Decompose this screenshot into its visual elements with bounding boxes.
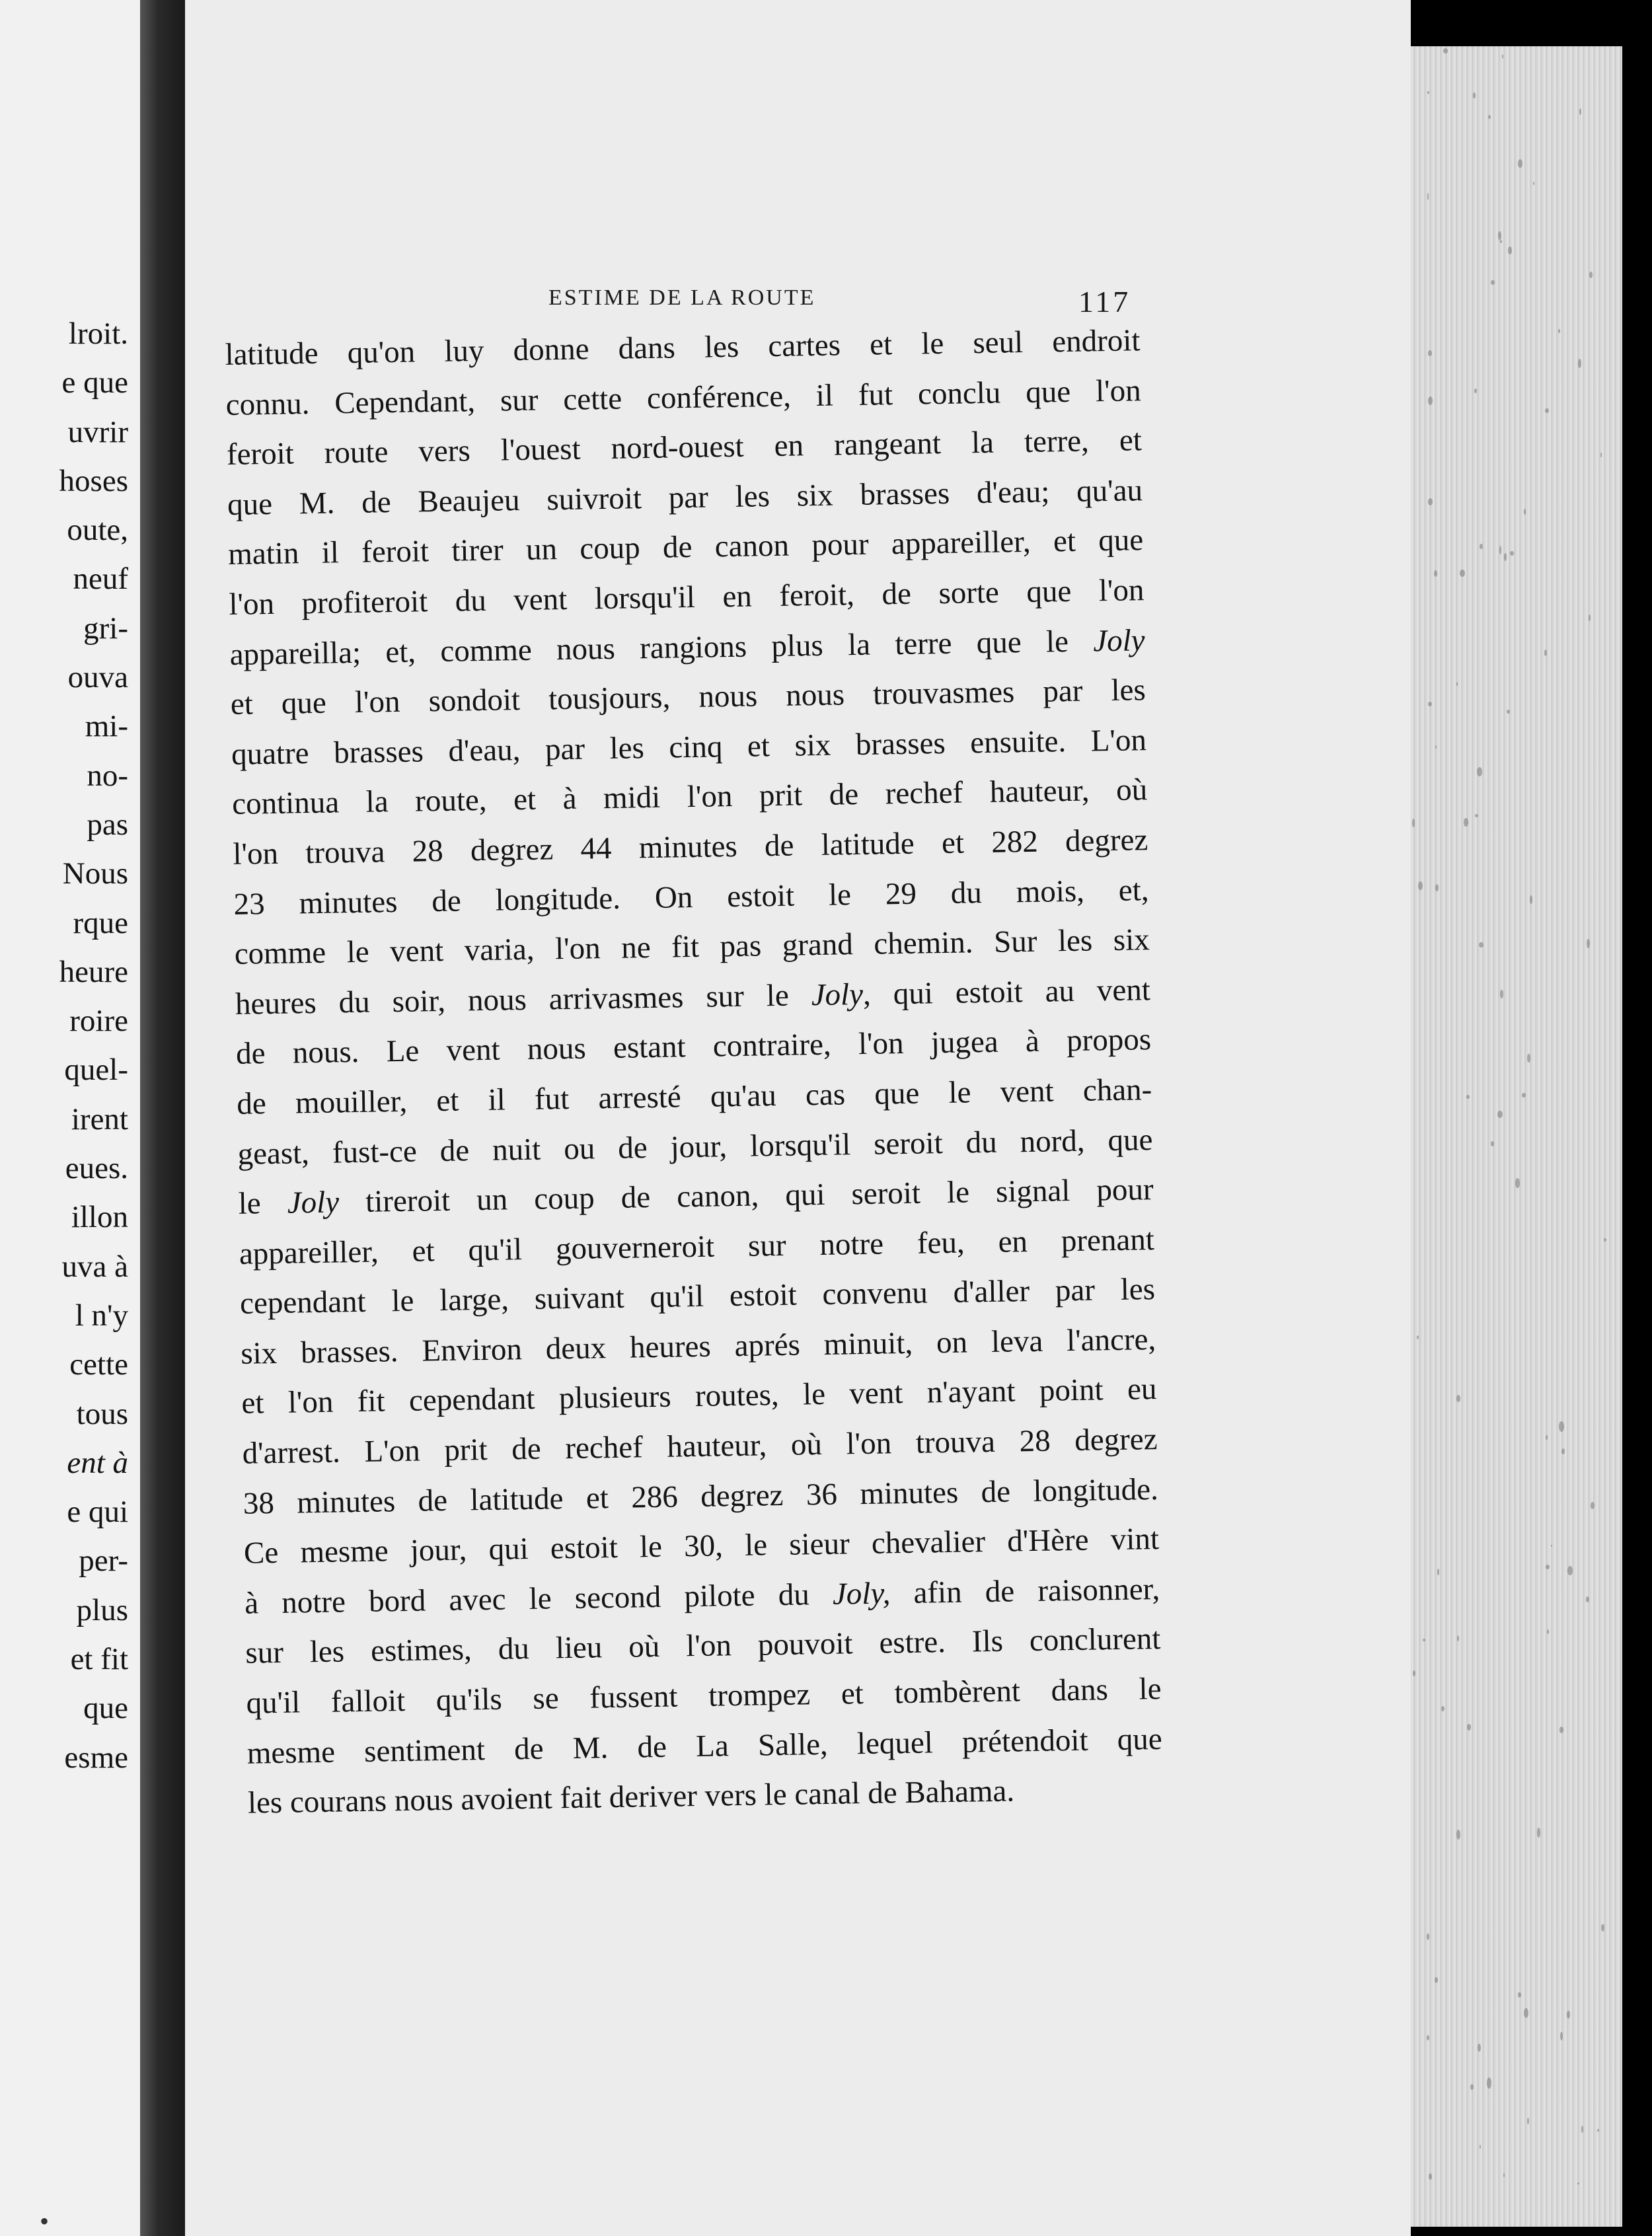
paper-speck [1467, 1724, 1471, 1731]
paper-speck [1524, 509, 1526, 515]
paper-speck [1498, 231, 1501, 240]
paper-speck [1474, 389, 1477, 393]
paper-speck [1428, 498, 1433, 505]
paper-speck [1491, 280, 1495, 285]
paper-speck [1551, 1545, 1552, 1547]
paper-speck [1503, 2173, 1505, 2177]
text-run: quatre brasses d'eau, par les cinq et six brasses ensuite. L'on [231, 722, 1147, 772]
paper-speck [1460, 570, 1464, 577]
text-run: cependant le large, suivant qu'il estoit convenu d'aller par les [239, 1272, 1156, 1322]
text-run: sur les estimes, du lieu où l'on pouvoit estre. Ils conclurent [245, 1621, 1161, 1671]
paper-speck [1435, 745, 1437, 749]
paper-speck [1559, 1727, 1563, 1733]
paper-speck [1508, 246, 1512, 254]
facing-page-line: illon [71, 1200, 128, 1235]
text-run: à notre bord avec le second pilote du [244, 1577, 833, 1621]
text-run: appareiller, et qu'il gouverneroit sur notre feu, en prenant [239, 1222, 1155, 1271]
paper-speck [1456, 682, 1458, 686]
text-run: tireroit un coup de canon, qui seroit le signal pour [338, 1172, 1154, 1220]
paper-speck [1546, 1435, 1547, 1439]
text-run: le [238, 1185, 288, 1221]
text-run: six brasses. Environ deux heures aprés minuit, on leva l'ancre, [240, 1322, 1156, 1371]
facing-page-line: cette [69, 1347, 128, 1382]
paper-speck [1578, 359, 1581, 368]
text-run: qu'il falloit qu'ils se fussent trompez et tombèrent dans le [246, 1672, 1162, 1721]
page-edges [1411, 46, 1622, 2227]
paper-speck [1533, 182, 1534, 185]
text-run: de mouiller, et il fut arresté qu'au cas que le vent chan- [236, 1072, 1152, 1121]
paper-speck [1515, 1178, 1520, 1187]
text-run: geast, fust-ce de nuit ou de jour, lorsqu'il seroit du nord, que [237, 1122, 1153, 1172]
facing-page-line: oute, [67, 513, 128, 548]
paper-speck [1429, 2173, 1433, 2180]
paper-speck [1591, 1502, 1595, 1509]
text-run: 38 minutes de latitude et 286 degrez 36 minutes de longitude. [243, 1472, 1159, 1521]
paper-speck [1587, 939, 1590, 948]
facing-page-line: eues. [65, 1151, 128, 1186]
paper-speck [1586, 1596, 1589, 1602]
text-run: , qui estoit au vent [862, 972, 1151, 1012]
facing-page-line: uva à [61, 1249, 128, 1284]
paper-speck [1475, 814, 1478, 818]
paper-speck [1600, 453, 1602, 457]
facing-page-line: pas [87, 807, 128, 842]
paper-speck [1537, 1828, 1540, 1838]
paper-speck [1567, 1566, 1573, 1575]
paper-speck [1427, 2035, 1429, 2040]
paper-speck [1545, 408, 1549, 413]
paper-speck [1500, 990, 1503, 998]
facing-page-fragment [0, 0, 140, 2236]
facing-page-line: ent à [67, 1445, 128, 1480]
text-run: que M. de Beaujeu suivroit par les six brasses d'eau; qu'au [227, 472, 1143, 522]
text-run: heures du soir, nous arrivasmes sur le [235, 977, 812, 1022]
text-run: et l'on fit cependant plusieurs routes, le vent n'ayant point eu [241, 1372, 1157, 1421]
text-run: comme le vent varia, l'on ne fit pas grand chemin. Sur les six [234, 922, 1150, 972]
paper-speck [1488, 115, 1491, 120]
facing-page-line: irent [71, 1101, 128, 1137]
facing-page-line: ouva [67, 660, 128, 695]
facing-page-line: roire [69, 1004, 128, 1039]
paper-speck [1480, 544, 1483, 549]
text-run: feroit route vers l'ouest nord-ouest en rangeant la terre, et [226, 423, 1143, 472]
paper-speck [1434, 570, 1437, 578]
paper-speck [1561, 1448, 1565, 1455]
text-run: afin de raisonner, [889, 1571, 1160, 1611]
facing-page-line: tous [76, 1396, 128, 1431]
paper-speck [1589, 272, 1593, 278]
page-number: 117 [1078, 285, 1131, 318]
text-run: 23 minutes de longitude. On estoit le 29 du mois, et, [233, 872, 1149, 922]
paper-speck [1456, 1830, 1460, 1840]
facing-page-line: l n'y [75, 1298, 128, 1333]
paper-speck [1470, 2084, 1474, 2090]
paper-speck [1522, 1093, 1526, 1098]
text-run: d'arrest. L'on prit de rechef hauteur, où l'on trouva 28 degrez [242, 1422, 1158, 1471]
paper-speck [1466, 1095, 1470, 1098]
facing-page-line: Nous [62, 856, 128, 891]
text-run: mesme sentiment de M. de La Salle, lequel prétendoit que [246, 1721, 1163, 1771]
paper-speck [1500, 240, 1502, 243]
facing-page-line: no- [87, 758, 128, 793]
paper-speck [1456, 1395, 1460, 1402]
paper-speck [1428, 396, 1433, 405]
facing-page-line: e qui [67, 1495, 128, 1530]
paper-speck [1479, 942, 1483, 948]
text-run: et que l'on sondoit tousjours, nous nous trouvasmes par les [230, 673, 1146, 722]
paper-speck [1567, 2011, 1570, 2019]
stray-mark: • [40, 2206, 50, 2236]
paper-speck [1487, 2077, 1491, 2089]
facing-page-line: gri- [83, 611, 128, 646]
facing-page-line: uvrir [67, 414, 128, 449]
paper-speck [1441, 1706, 1445, 1712]
paper-speck [1530, 895, 1532, 904]
body-text [225, 316, 1163, 1828]
facing-page-line: per- [79, 1544, 128, 1579]
paper-speck [1457, 1635, 1459, 1642]
paper-speck [1412, 819, 1415, 827]
paper-speck [1423, 1639, 1425, 1641]
paper-speck [1427, 91, 1429, 93]
paper-speck [1491, 1141, 1494, 1146]
paper-speck [1427, 1933, 1430, 1940]
paper-speck [1558, 329, 1561, 333]
paper-speck [1507, 710, 1510, 714]
text-run: l'on trouva 28 degrez 44 minutes de latitude et 282 degrez [233, 823, 1148, 872]
paper-speck [1524, 2008, 1528, 2018]
text-run: matin il feroit tirer un coup de canon pour appareiller, et que [227, 523, 1144, 572]
paper-speck [1464, 818, 1468, 827]
facing-page-line: quel- [64, 1053, 128, 1088]
text-run: continua la route, et à midi l'on prit de rechef hauteur, où [231, 772, 1148, 822]
paper-speck [1547, 1629, 1549, 1634]
facing-page-line: heure [59, 954, 128, 989]
facing-page-line: mi- [85, 709, 128, 744]
paper-speck [1604, 1238, 1607, 1242]
facing-page-line: lroit. [68, 317, 128, 351]
paper-speck [1473, 93, 1475, 98]
paper-speck [1428, 350, 1432, 357]
paper-speck [1497, 1111, 1503, 1118]
paper-speck [1428, 702, 1432, 706]
paper-speck [1413, 1670, 1416, 1676]
paper-speck [1478, 2044, 1481, 2052]
paper-speck [1427, 193, 1429, 200]
text-run: appareilla; et, comme nous rangions plus la terre que le [229, 623, 1094, 672]
paper-speck [1544, 650, 1548, 656]
paper-speck [1477, 767, 1482, 776]
facing-page-line: que [83, 1691, 128, 1726]
paper-speck [1435, 1977, 1438, 1983]
text-run: de nous. Le vent nous estant contraire, l'on jugea à propos [235, 1022, 1152, 1072]
facing-page-line: neuf [73, 562, 128, 597]
paper-speck [1518, 159, 1522, 168]
paper-speck [1417, 1335, 1419, 1339]
ship-name-italic: Joly [287, 1185, 340, 1220]
facing-page-line: rque [73, 905, 128, 940]
text-run: l'on profiteroit du vent lorsqu'il en feroit, de sorte que l'on [229, 573, 1145, 622]
paper-speck [1527, 2118, 1529, 2124]
ship-name-italic: Joly [811, 977, 864, 1012]
facing-page-text-fragments [59, 309, 128, 1782]
paper-speck [1581, 2126, 1584, 2133]
paper-speck [1577, 2182, 1579, 2184]
text-run: les courans nous avoient fait deriver vers le canal de Bahama. [247, 1773, 1015, 1820]
facing-page-line: plus [76, 1592, 128, 1627]
paper-speck [1560, 2032, 1563, 2040]
paper-speck [1579, 108, 1581, 115]
paper-speck [1437, 1569, 1440, 1575]
facing-page-line: e que [61, 365, 128, 400]
paper-speck [1546, 1565, 1550, 1569]
facing-page-line: esme [64, 1740, 128, 1775]
paper-speck [1443, 48, 1448, 54]
paper-speck [1499, 546, 1501, 554]
facing-page-line: et fit [70, 1642, 128, 1677]
book-gutter [140, 0, 185, 2236]
paper-speck [1502, 54, 1503, 59]
text-run: Ce mesme jour, qui estoit le 30, le sieur chevalier d'Hère vint [243, 1522, 1160, 1571]
paper-speck [1435, 884, 1439, 891]
paper-speck [1589, 615, 1591, 622]
text-run: connu. Cependant, sur cette conférence, il fut conclu que l'on [225, 373, 1142, 422]
paper-speck [1418, 881, 1423, 890]
paper-speck [1597, 2129, 1599, 2132]
ship-name-italic: Joly [1092, 622, 1145, 658]
paper-speck [1518, 1992, 1521, 1997]
ship-name-italic: Joly, [832, 1576, 891, 1612]
paper-speck [1480, 2145, 1481, 2149]
paper-speck [1510, 551, 1514, 556]
text-run: latitude qu'on luy donne dans les cartes et le seul endroit [225, 323, 1141, 372]
running-title: ESTIME DE LA ROUTE [548, 285, 816, 310]
facing-page-line: hoses [59, 463, 128, 498]
paper-speck [1527, 1054, 1530, 1062]
paper-speck [1504, 553, 1506, 561]
paper-speck [1559, 1421, 1564, 1432]
paper-speck [1601, 1924, 1604, 1931]
